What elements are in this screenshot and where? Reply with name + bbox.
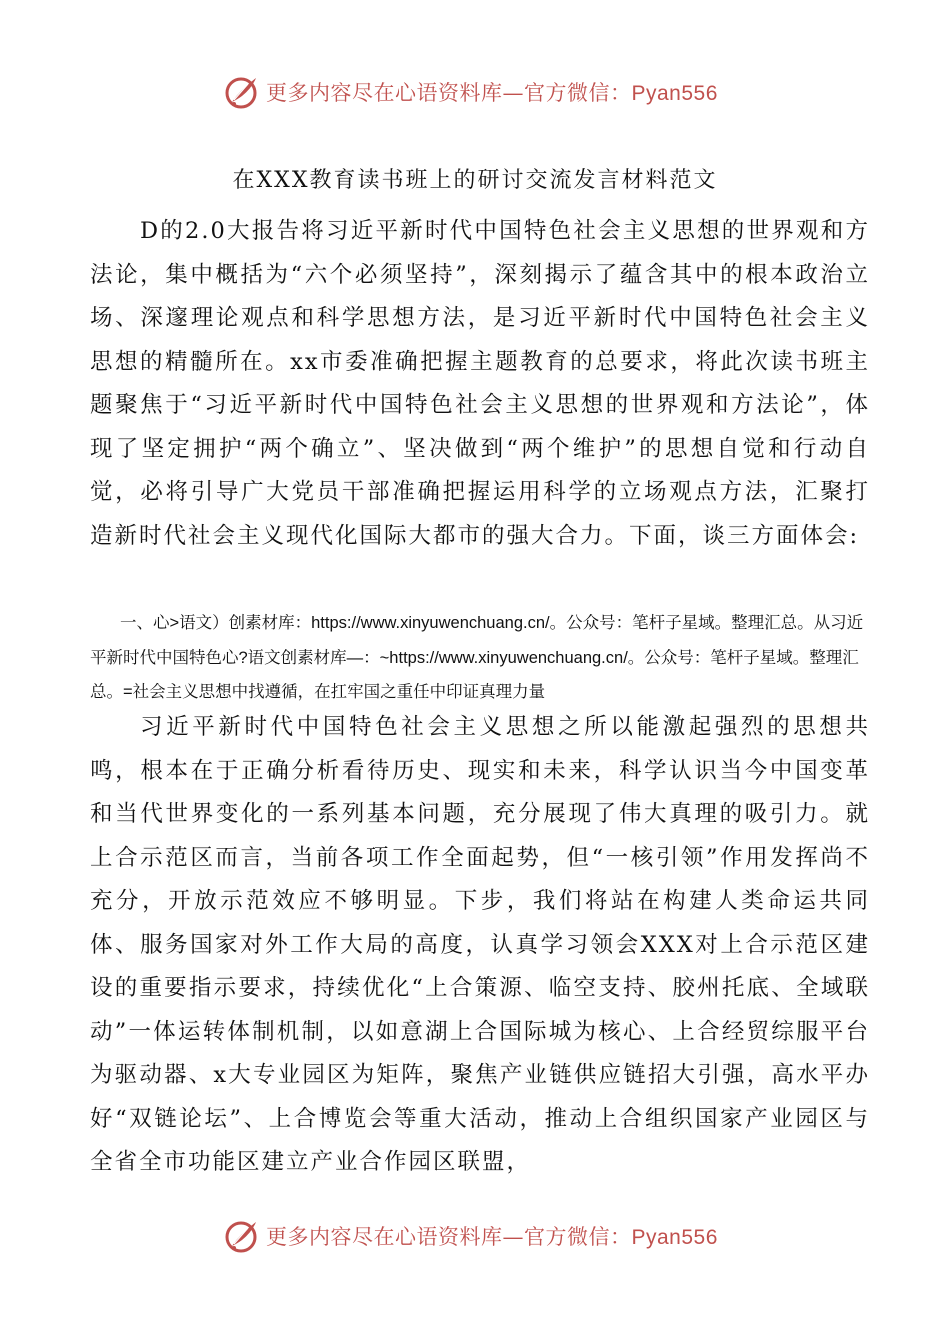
paragraph-section-1: 习近平新时代中国特色社会主义思想之所以能激起强烈的思想共鸣，根本在于正确分析看待历史、现实和未来，科学认识当今中国变革和当代世界变化的一系列基本问题，充分展现了伟大真理的吸引力。就上合示范区而言，当前各项工作全面起势，但“一核引领”作用发挥尚不充分，开放示范效应不够明显。下步，我们将站在构建人类命运共同体、服务国家对外工作大局的高度，认真学习领会XXX对上合示范区建设的重要指示要求，持续优化“上合策源、临空支持、胶州托底、全域联动”一体运转体制机制，以如意湖上合国际城为核心、上合经贸综服平台为驱动器、x大专业园区为矩阵，聚焦产业链供应链招大引强，高水平办好“双链论坛”、上合博览会等重大活动，推动上合组织国家产业园区与全省全市功能区建立产业合作园区联盟， — [90, 714, 870, 1175]
section-heading-1: 一、心>语文）创素材库：https://www.xinyuwenchuang.cn/。公众号：笔杆子星域。整理汇总。从习近平新时代中国特色心?语文创素材库—：~https://www.xinyuwenchuang.cn/。公众号：笔杆子星域。整理汇总。=社会主义思想中找遵循，在扛牢国之重任中印证真理力量 — [90, 614, 864, 701]
banner-text: 更多内容尽在心语资料库—官方微信：Pyan556 — [266, 81, 718, 105]
banner-text: 更多内容尽在心语资料库—官方微信：Pyan556 — [266, 1225, 718, 1249]
red-quill-logo-icon — [222, 72, 262, 112]
wechat-id: Pyan556 — [631, 82, 718, 105]
footer-banner — [222, 1216, 718, 1256]
red-quill-logo-icon — [222, 1216, 262, 1256]
document-title: 在XXX教育读书班上的研讨交流发言材料范文 — [232, 168, 718, 193]
wechat-id: Pyan556 — [631, 1226, 718, 1249]
header-banner — [222, 72, 718, 112]
paragraph-intro: D的2.0大报告将习近平新时代中国特色社会主义思想的世界观和方法论，集中概括为“六个必须坚持”，深刻揭示了蕴含其中的根本政治立场、深邃理论观点和科学思想方法，是习近平新时代中国特色社会主义思想的精髓所在。xx市委准确把握主题教育的总要求，将此次读书班主题聚焦于“习近平新时代中国特色社会主义思想的世界观和方法论”，体现了坚定拥护“两个确立”、坚决做到“两个维护”的思想自觉和行动自觉，必将引导广大党员干部准确把握运用科学的立场观点方法，汇聚打造新时代社会主义现代化国际大都市的强大合力。下面，谈三方面体会: — [90, 218, 870, 549]
